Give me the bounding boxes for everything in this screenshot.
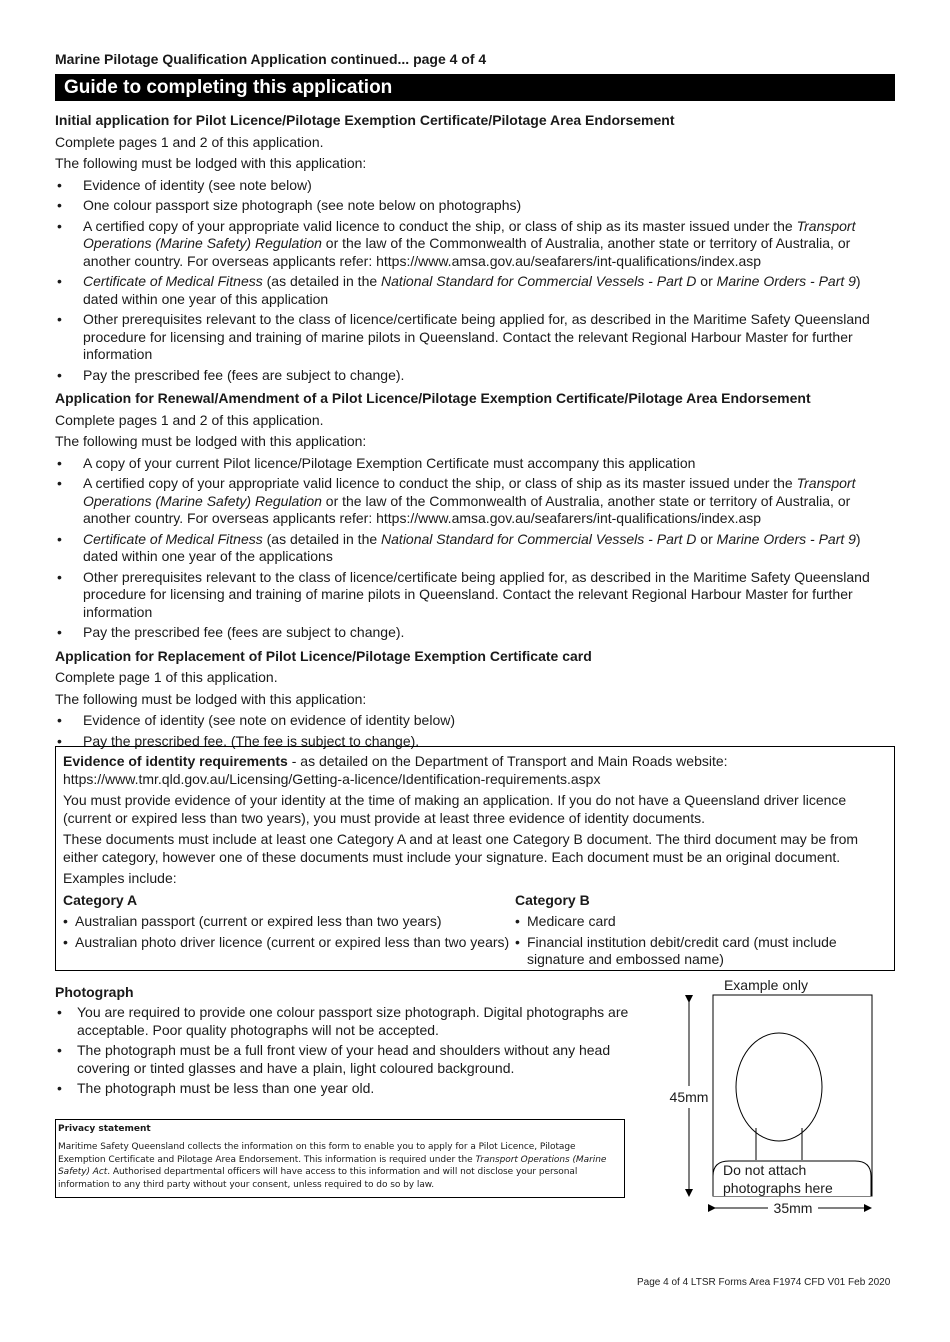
item-italic: Certificate of Medical Fitness [83,530,263,547]
list-item: • Medicare card [515,913,885,931]
evidence-heading [63,753,887,788]
photo-size-diagram [655,972,905,1222]
item-italic: Transport Operations (Marine Safety) Regulation [83,475,856,509]
list-item: • Financial institution debit/credit card (must include signature and embossed name) [515,934,885,969]
list-item: • You are required to provide one colour passport size photograph. Digital photographs are acceptable. Poor quality photographs will not be accepted. [55,1004,655,1039]
renewal-lodged: The following must be lodged with this application: [55,433,367,449]
width-label: 35mm [773,1200,813,1216]
list-item: • Pay the prescribed fee. (The fee is subject to change). [55,733,895,751]
guide-content [55,106,895,753]
item-text: or [696,530,717,547]
item-text: or the law of the Commonwealth of Australia, another state or territory of Australia, or another country. For overseas applicants refer: https://www.amsa.gov.au/seafarers/int-qualifications/index.asp [83,492,851,526]
renewal-heading: Application for Renewal/Amendment of a Pilot Licence/Pilotage Exemption Certificate/Pilotage Area Endorsement [55,390,811,406]
list-item: • Other prerequisites relevant to the class of licence/certificate being applied for, as described in the Maritime Safety Queensland procedure for licensing and training of marine pilots in Queensland. Contact the relevant Regional Harbour Master for further information [55,311,895,364]
list-item: • Evidence of identity (see note on evidence of identity below) [55,712,895,730]
privacy-text: Maritime Safety Queensland collects the information on this form to enable you to apply for a Pilot Licence, Pilotage Exemption Certificate and Pilotage Area Endorsement. This information is required under the [58,1142,576,1165]
privacy-italic: Transport Operations (Marine Safety) Act [58,1154,607,1178]
item-text: (as detailed in the [262,273,382,289]
replacement-lodged: The following must be lodged with this application: [55,690,367,707]
initial-heading: Initial application for Pilot Licence/Pilotage Exemption Certificate/Pilotage Area Endorsement [55,112,675,128]
privacy-text: . Authorised departmental officers will have access to this information and will not disclose your personal information to any third party without your consent, unless required to do so by law. [58,1167,578,1190]
renewal-complete: Complete pages 1 and 2 of this application. [55,411,324,428]
photograph-requirements [55,1004,655,1101]
evidence-heading-bold: Evidence of identity requirements [63,753,288,769]
list-item: • The photograph must be less than one year old. [55,1080,655,1098]
list-item: • A copy of your current Pilot licence/Pilotage Exemption Certificate must accompany this application [55,455,895,473]
item-italic: Certificate of Medical Fitness [83,273,263,289]
category-a-title: Category A [63,891,138,908]
replacement-heading: Application for Replacement of Pilot Licence/Pilotage Exemption Certificate card [55,647,592,664]
initial-complete: Complete pages 1 and 2 of this application. [55,133,324,150]
item-text: or the law of the Commonwealth of Australia, another state or territory of Australia, or another country. For overseas applicants refer: https://www.amsa.gov.au/seafarers/int-qualifications/index.asp [83,235,851,269]
list-item: • Australian passport (current or expired less than two years) [63,913,515,931]
item-italic: Marine Orders - Part 9 [716,273,856,289]
list-item: • Australian photo driver licence (current or expired less than two years) [63,934,515,952]
replacement-complete: Complete page 1 of this application. [55,669,278,685]
category-b-title: Category B [515,891,590,908]
initial-list [55,177,895,385]
section-banner: Guide to completing this application [55,74,895,101]
list-item: • Evidence of identity (see note below) [55,177,895,195]
evidence-p2: These documents must include at least one Category A and at least one Category B document. The third document may be from either category, however one of these documents must include your signature. Each document must be an original document. [63,831,859,865]
diagram-note-line1: Do not attach [723,1162,807,1178]
height-label: 45mm [669,1089,709,1105]
evidence-p1: You must provide evidence of your identity at the time of making an application. If you do not have a Queensland driver licence (current or expired less than two years), you must provide at least three evidence of identity documents. [63,792,847,826]
item-italic: Transport Operations (Marine Safety) Regulation [83,217,856,251]
list-item: • Pay the prescribed fee (fees are subject to change). [55,367,895,385]
item-text: A certified copy of your appropriate valid licence to conduct the ship, or class of ship as its master issued under the [83,475,797,491]
item-text: A certified copy of your appropriate valid licence to conduct the ship, or class of ship as its master issued under the [83,217,797,234]
item-italic: National Standard for Commercial Vessels - Part D [381,273,697,289]
item-text: (as detailed in the [262,530,382,547]
item-text: ) dated within one year of the applications [83,530,861,564]
category-a-list [63,913,515,951]
privacy-statement [55,1119,625,1198]
list-item: • Pay the prescribed fee (fees are subject to change). [55,624,895,642]
list-item [55,273,895,308]
privacy-heading: Privacy statement [58,1124,151,1134]
evidence-url[interactable]: https://www.tmr.qld.gov.au/Licensing/Getting-a-licence/Identification-requirements.aspx [63,770,601,787]
privacy-body [58,1141,622,1191]
evidence-heading-rest: - as detailed on the Department of Transport and Main Roads website: [287,753,728,769]
list-item: • One colour passport size photograph (see note below on photographs) [55,197,895,215]
initial-lodged: The following must be lodged with this application: [55,155,367,171]
item-italic: Marine Orders - Part 9 [716,530,856,547]
evidence-of-identity-box [55,746,895,971]
item-italic: National Standard for Commercial Vessels - Part D [381,530,697,547]
category-b-list [515,913,885,969]
photograph-heading: Photograph [55,984,134,1000]
running-head: Marine Pilotage Qualification Application continued... page 4 of 4 [55,51,487,67]
diagram-note-line2: photographs here [723,1180,833,1196]
page-footer: Page 4 of 4 LTSR Forms Area F1974 CFD V01 Feb 2020 [637,1277,891,1288]
photograph-list [55,1004,655,1098]
list-item [55,475,895,528]
renewal-list [55,455,895,642]
list-item [55,218,895,271]
category-a [63,892,515,972]
head-outline [736,1033,822,1141]
replacement-list [55,712,895,750]
evidence-examples: Examples include: [63,870,177,886]
diagram-caption: Example only [723,977,809,993]
item-text: or [696,273,717,289]
item-text: ) dated within one year of this application [83,273,861,307]
list-item: • Other prerequisites relevant to the class of licence/certificate being applied for, as described in the Maritime Safety Queensland procedure for licensing and training of marine pilots in Queensland. Contact the relevant Regional Harbour Master for further information [55,569,895,622]
list-item: • The photograph must be a full front view of your head and shoulders without any head covering or tinted glasses and have a plain, light coloured background. [55,1042,655,1077]
list-item [55,531,895,566]
category-b [515,892,885,972]
category-columns [63,892,887,972]
